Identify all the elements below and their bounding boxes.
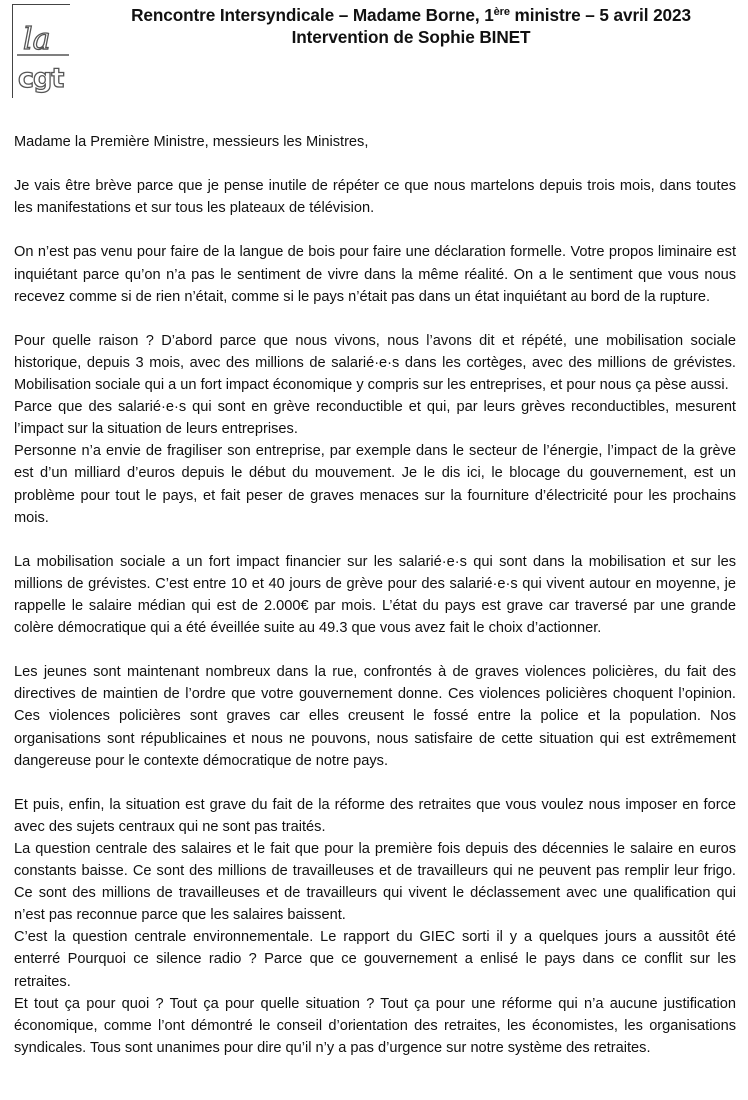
document-title [86,4,736,48]
paragraph: On n’est pas venu pour faire de la langue de bois pour faire une déclaration formelle. Votre propos liminaire est inquiétant parce qu’on n’a pas le sentiment de vivre dans la même réalité. On a le sentiment que vous nous recevez comme si de rien n’était, comme si le pays n’était pas dans un état inquiétant au bord de la rupture. [14,244,736,305]
paragraph: Et puis, enfin, la situation est grave du fait de la réforme des retraites que vous voulez nous imposer en force avec des sujets centraux qui ne sont pas traités. [14,796,736,835]
paragraph: Et tout ça pour quoi ? Tout ça pour quelle situation ? Tout ça pour une réforme qui n’a aucune justification économique, comme l’ont démontré le conseil d’orientation des retraites, les économistes, les organisations syndicales. Tous sont unanimes pour dire qu’il n’y a pas d’urgence sur notre système des retraites. [14,995,736,1056]
cgt-logo-graphic [13,5,71,99]
paragraph: C’est la question centrale environnementale. Le rapport du GIEC sorti il y a quelques jours a aussitôt été enterré Pourquoi ce silence radio ? Parce que ce gouvernement a enlisé le pays dans ce conflit sur les retraites. [14,929,736,990]
logo-cgt-text: cgt [18,63,64,94]
paragraph: Les jeunes sont maintenant nombreux dans la rue, confrontés à de graves violences policières, du fait des directives de maintien de l’ordre que votre gouvernement donne. Ces violences policières choquent l’opinion. Ces violences policières sont graves car elles creusent le fossé entre la police et la population. Nos organisations sont républicaines et nous ne pouvons, nous satisfaire de cette situation qui est extrêmement dangereuse pour le contexte démocratique de notre pays. [14,664,736,769]
speech-body [14,131,736,1059]
paragraph: La question centrale des salaires et le fait que pour la première fois depuis des décennies le salaire en euros constants baisse. Ce sont des millions de travailleuses et de travailleurs qui ne peuvent pas remplir leur frigo. Ce sont des millions de travailleuses et de travailleurs qui vivent le déclassement avec une qualification qui n’est pas reconnue parce que les salaires baissent. [14,841,736,924]
logo-la-text: la [23,22,51,57]
title-line-2: Intervention de Sophie BINET [291,27,531,47]
paragraph: Madame la Première Ministre, messieurs les Ministres, [14,134,369,150]
paragraph: Je vais être brève parce que je pense inutile de répéter ce que nous martelons depuis trois mois, dans toutes les manifestations et sur tous les plateaux de télévision. [14,178,736,217]
document-header [0,0,748,100]
paragraph: La mobilisation sociale a un fort impact financier sur les salarié·e·s qui sont dans la mobilisation et sur les millions de grévistes. C’est entre 10 et 40 jours de grève pour des salarié·e·s qui vivent autour en moyenne, je rappelle le salaire médian qui est de 2.000€ par mois. L’état du pays est grave car traversé par une grande colère démocratique qui a été éveillée suite au 49.3 que vous avez fait le choix d’actionner. [14,553,736,637]
title-line-1: Rencontre Intersyndicale – Madame Borne, 1ère ministre – 5 avril 2023 [131,5,691,25]
paragraph: Personne n’a envie de fragiliser son entreprise, par exemple dans le secteur de l’énergie, l’impact de la grève est d’un milliard d’euros depuis le début du mouvement. Je le dis ici, le blocage du gouvernement, est un problème pour tout le pays, et fait peser de graves menaces sur la fourniture d’électricité pour les prochains mois. [14,443,736,526]
cgt-logo [12,4,70,98]
paragraph: Pour quelle raison ? D’abord parce que nous vivons, nous l’avons dit et répété, une mobilisation sociale historique, depuis 3 mois, avec des millions de salarié·e·s dans les cortèges, avec des millions de grévistes. Mobilisation sociale qui a un fort impact économique y compris sur les entreprises, et pour nous ça pèse aussi. [14,332,736,394]
paragraph: Parce que des salarié·e·s qui sont en grève reconductible et qui, par leurs grèves reconductibles, mesurent l’impact sur la situation de leurs entreprises. [14,399,736,438]
